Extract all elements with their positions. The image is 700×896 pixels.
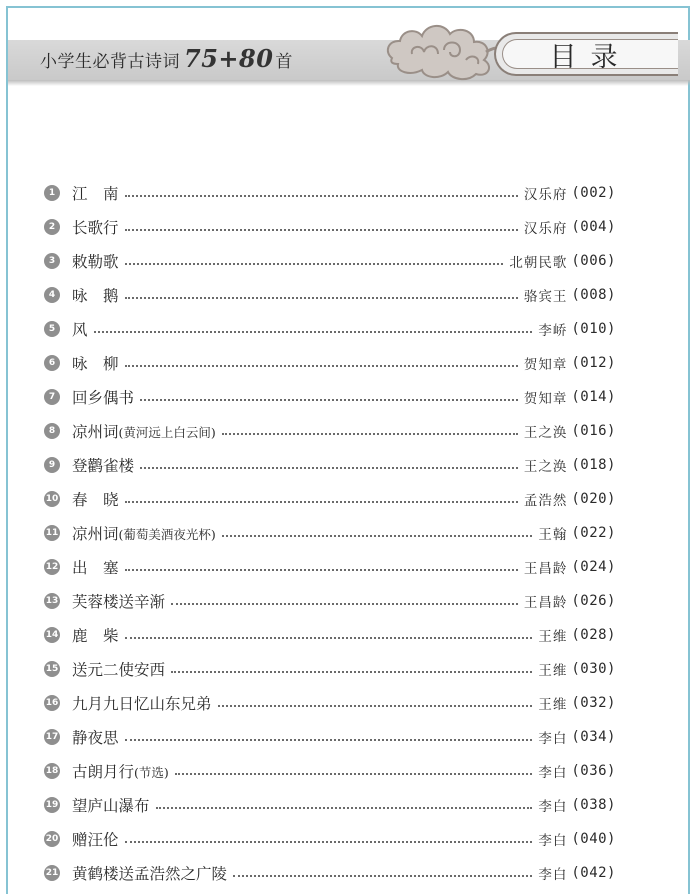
entry-title-group [72,658,165,680]
dot-leader [125,738,533,741]
dot-leader [140,466,518,469]
entry-title: 黄鹤楼送孟浩然之广陵 [72,865,228,883]
entry-author: 北朝民歌 [509,255,568,271]
entry-page-number: (024) [571,559,616,575]
entry-author: 汉乐府 [523,221,568,237]
entry-author: 骆宾王 [523,289,568,305]
entry-title-group [72,556,119,578]
entry-title: 芙蓉楼送辛渐 [72,593,166,611]
dot-leader [125,228,518,231]
entry-number-badge: 15 [44,661,60,677]
entry-note: (葡萄美酒夜光杯) [118,527,216,542]
entry-title: 江 南 [72,185,119,203]
entry-title: 九月九日忆山东兄弟 [72,695,212,713]
entry-title: 春 晓 [72,491,119,509]
dot-leader [125,194,518,197]
entry-number-badge: 1 [44,185,60,201]
entry-page-number: (014) [571,389,616,405]
entry-number-badge: 13 [44,593,60,609]
entry-number-badge: 2 [44,219,60,235]
entry-page-number: (018) [571,457,616,473]
dot-leader [233,874,532,877]
entry-title: 出 塞 [72,559,119,577]
entry-title-group [72,454,134,476]
entry-number-badge: 6 [44,355,60,371]
toc-entry[interactable] [44,618,616,652]
entry-number-badge: 4 [44,287,60,303]
entry-page-number: (028) [571,627,616,643]
entry-author: 王维 [538,697,568,713]
entry-title-group [72,760,169,782]
entry-author: 王翰 [538,527,568,543]
entry-author: 王昌龄 [523,595,568,611]
entry-title: 敕勒歌 [72,253,119,271]
entry-author: 李白 [538,765,568,781]
entry-title: 静夜思 [72,729,119,747]
entry-number-badge: 21 [44,865,60,881]
entry-number-badge: 19 [44,797,60,813]
entry-title-group [72,386,134,408]
entry-title-group [72,420,216,442]
toc-entry[interactable] [44,176,616,210]
entry-page-number: (002) [571,185,616,201]
dot-leader [125,840,533,843]
entry-number-badge: 12 [44,559,60,575]
toc-entry[interactable] [44,414,616,448]
entry-page-number: (004) [571,219,616,235]
toc-entry[interactable] [44,244,616,278]
entry-title: 风 [72,321,88,339]
entry-title-group [72,488,119,510]
toc-tab-inner [502,39,678,73]
entry-page-number: (006) [571,253,616,269]
entry-title-group [72,250,119,272]
entry-number-badge: 14 [44,627,60,643]
entry-author: 王维 [538,663,568,679]
entry-title: 古朗月行 [72,763,135,781]
entry-page-number: (008) [571,287,616,303]
entry-note: (黄河远上白云间) [118,425,216,440]
entry-title-group [72,862,227,884]
entry-number-badge: 5 [44,321,60,337]
toc-entry[interactable] [44,278,616,312]
dot-leader [222,432,518,435]
dot-leader [171,602,518,605]
entry-title-group [72,794,150,816]
toc-list [44,176,616,890]
entry-title: 咏 柳 [72,355,119,373]
entry-page-number: (016) [571,423,616,439]
entry-author: 贺知章 [523,357,568,373]
entry-page-number: (040) [571,831,616,847]
entry-number-badge: 10 [44,491,60,507]
entry-title-group [72,182,119,204]
toc-entry[interactable] [44,346,616,380]
entry-title: 凉州词 [72,423,119,441]
dot-leader [125,500,518,503]
entry-number-badge: 11 [44,525,60,541]
dot-leader [125,262,504,265]
entry-title-group [72,726,119,748]
entry-page-number: (034) [571,729,616,745]
dot-leader [140,398,518,401]
entry-number-badge: 8 [44,423,60,439]
entry-title: 送元二使安西 [72,661,166,679]
entry-number-badge: 18 [44,763,60,779]
toc-entry[interactable] [44,584,616,618]
entry-number-badge: 20 [44,831,60,847]
entry-author: 李峤 [538,323,568,339]
entry-page-number: (032) [571,695,616,711]
toc-entry[interactable] [44,312,616,346]
entry-page-number: (022) [571,525,616,541]
toc-heading: 目录 [549,41,632,73]
entry-author: 汉乐府 [523,187,568,203]
toc-entry[interactable] [44,856,616,890]
entry-number-badge: 3 [44,253,60,269]
dot-leader [125,636,533,639]
entry-page-number: (036) [571,763,616,779]
entry-number-badge: 7 [44,389,60,405]
toc-entry[interactable] [44,380,616,414]
dot-leader [125,568,518,571]
dot-leader [171,670,532,673]
entry-title-group [72,522,216,544]
dot-leader [175,772,533,775]
header-shadow [8,80,690,86]
book-title-text: 小学生必背古诗词 [40,52,180,72]
entry-title-group [72,318,88,340]
entry-author: 李白 [538,731,568,747]
entry-author: 李白 [538,867,568,883]
entry-title: 咏 鹅 [72,287,119,305]
entry-title-group [72,590,165,612]
entry-author: 李白 [538,799,568,815]
toc-entry[interactable] [44,210,616,244]
dot-leader [94,330,533,333]
entry-title: 登鹳雀楼 [72,457,135,475]
entry-title: 回乡偶书 [72,389,135,407]
dot-leader [218,704,533,707]
entry-number-badge: 17 [44,729,60,745]
toc-entry[interactable] [44,550,616,584]
dot-leader [222,534,533,537]
toc-entry[interactable] [44,822,616,856]
entry-title-group [72,624,119,646]
toc-entry[interactable] [44,448,616,482]
entry-page-number: (012) [571,355,616,371]
entry-author: 李白 [538,833,568,849]
entry-page-number: (020) [571,491,616,507]
entry-title-group [72,828,119,850]
entry-title-group [72,692,212,714]
poem-count: 75+80 [184,44,274,73]
entry-page-number: (030) [571,661,616,677]
toc-entry[interactable] [44,516,616,550]
entry-number-badge: 16 [44,695,60,711]
entry-title-group [72,216,119,238]
entry-page-number: (026) [571,593,616,609]
toc-entry[interactable] [44,788,616,822]
entry-author: 王维 [538,629,568,645]
toc-tab [494,32,678,76]
entry-author: 贺知章 [523,391,568,407]
entry-page-number: (038) [571,797,616,813]
toc-entry[interactable] [44,482,616,516]
entry-title-group [72,284,119,306]
dot-leader [125,364,518,367]
entry-author: 王之涣 [523,459,568,475]
toc-entry[interactable] [44,686,616,720]
toc-entry[interactable] [44,754,616,788]
toc-entry[interactable] [44,720,616,754]
dot-leader [125,296,518,299]
poem-count-suffix: 首 [275,52,293,72]
entry-page-number: (010) [571,321,616,337]
entry-page-number: (042) [571,865,616,881]
entry-title: 鹿 柴 [72,627,119,645]
entry-title-group [72,352,119,374]
entry-author: 孟浩然 [523,493,568,509]
entry-title: 凉州词 [72,525,119,543]
entry-note: (节选) [134,765,169,780]
entry-author: 王昌龄 [523,561,568,577]
entry-title: 赠汪伦 [72,831,119,849]
toc-entry[interactable] [44,652,616,686]
dot-leader [156,806,533,809]
book-title [40,44,293,73]
entry-title: 望庐山瀑布 [72,797,150,815]
entry-title: 长歌行 [72,219,119,237]
entry-author: 王之涣 [523,425,568,441]
entry-number-badge: 9 [44,457,60,473]
